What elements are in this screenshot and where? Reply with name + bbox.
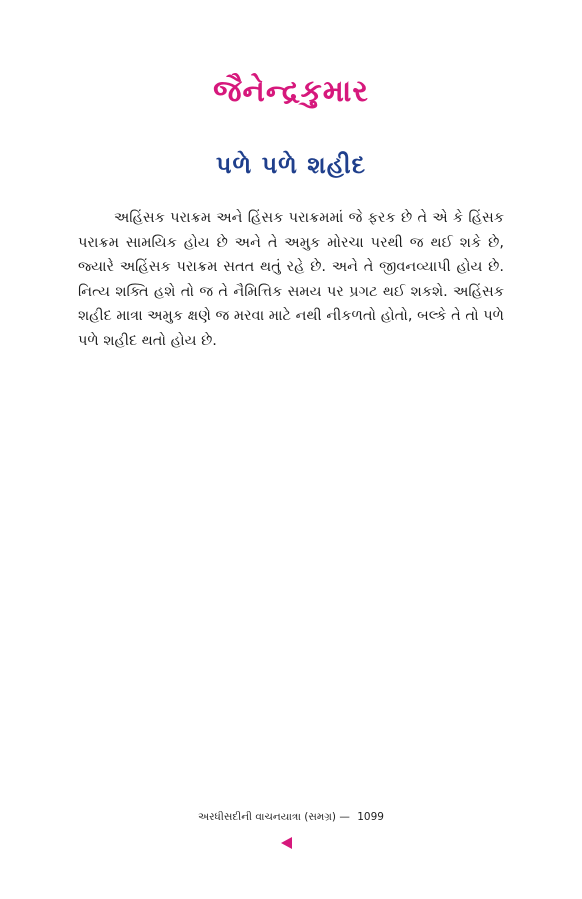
footer-book-title: અરધીસદીની વાચનયાત્રા (સમગ્ર) [198,811,337,823]
page-number: 1099 [357,811,384,823]
page-footer [0,809,582,825]
chapter-title: પળે પળે શહીદ [215,151,367,179]
author-name: જૈનેન્દ્રકુમાર [213,74,369,109]
left-triangle-marker-icon [281,837,292,849]
body-paragraph: અહિંસક પરાક્રમ અને હિંસક પરાક્રમમાં જે ફરક છે તે એ કે હિંસક પરાક્રમ સામયિક હોય છે અને તે અમુક મોરચા પરથી જ થઈ શકે છે, જ્યારે અહિંસક પરાક્રમ સતત થતું રહે છે. અને તે જીવનવ્યાપી હોય છે. નિત્ય શક્તિ હશે તો જ તે નૈમિત્તિક સમય પર પ્રગટ થઈ શકશે. અહિંસક શહીદ માત્રા અમુક ક્ષણે જ મરવા માટે નથી નીકળતો હોતો, બલ્કે તે તો પળે પળે શહીદ થતો હોય છે. [78,210,504,349]
footer-separator: — [339,811,350,823]
